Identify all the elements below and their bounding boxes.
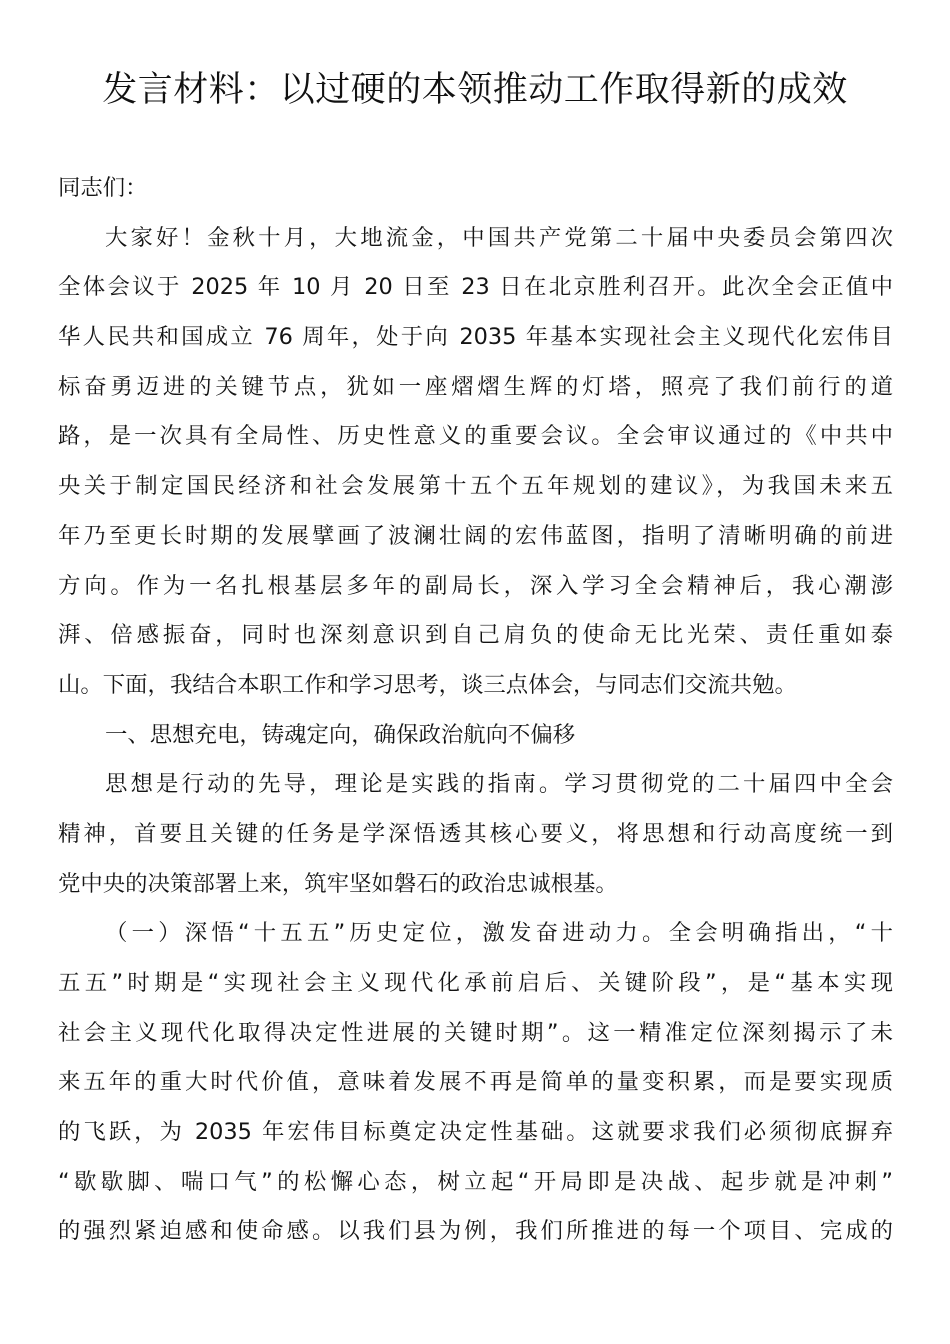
section-heading: 一、思想充电，铸魂定向，确保政治航向不偏移 (105, 721, 576, 748)
paragraph-line: 华人民共和国成立 76 周年，处于向 2035 年基本实现社会主义现代化宏伟目 (58, 324, 893, 351)
paragraph-line: 的强烈紧迫感和使命感。以我们县为例，我们所推进的每一个项目、完成的 (58, 1218, 893, 1245)
document-body (58, 164, 893, 1257)
paragraph-line: 五五”时期是“实现社会主义现代化承前启后、关键阶段”，是“基本实现 (58, 970, 893, 996)
paragraph-line: 精神，首要且关键的任务是学深悟透其核心要义，将思想和行动高度统一到 (58, 820, 893, 847)
paragraph-line: 年乃至更长时期的发展擘画了波澜壮阔的宏伟蓝图，指明了清晰明确的前进 (58, 522, 893, 549)
paragraph-line: “歇歇脚、喘口气”的松懈心态，树立起“开局即是决战、起步就是冲刺” (58, 1168, 893, 1195)
paragraph-line: 标奋勇迈进的关键节点，犹如一座熠熠生辉的灯塔，照亮了我们前行的道 (58, 373, 893, 400)
paragraph-line: 思想是行动的先导，理论是实践的指南。学习贯彻党的二十届四中全会 (105, 771, 893, 798)
paragraph-line: 央关于制定国民经济和社会发展第十五个五年规划的建议》，为我国未来五 (58, 473, 893, 500)
salutation: 同志们： (58, 175, 148, 201)
paragraph-line: 社会主义现代化取得决定性进展的关键时期”。这一精准定位深刻揭示了未 (58, 1019, 893, 1046)
paragraph-line: 的飞跃，为 2035 年宏伟目标奠定决定性基础。这就要求我们必须彻底摒弃 (58, 1119, 893, 1146)
subsection-line: （一）深悟“十五五”历史定位，激发奋进动力。全会明确指出，“十 (105, 920, 893, 947)
paragraph-line: 党中央的决策部署上来，筑牢坚如磐石的政治忠诚根基。 (58, 870, 618, 897)
paragraph-line: 湃、倍感振奋，同时也深刻意识到自己肩负的使命无比光荣、责任重如泰 (58, 622, 893, 649)
paragraph-line: 方向。作为一名扎根基层多年的副局长，深入学习全会精神后，我心潮澎 (58, 572, 893, 599)
document-title: 发言材料：以过硬的本领推动工作取得新的成效 (102, 70, 848, 110)
paragraph-line: 来五年的重大时代价值，意味着发展不再是简单的量变积累，而是要实现质 (58, 1069, 893, 1096)
paragraph-line: 全体会议于 2025 年 10 月 20 日至 23 日在北京胜利召开。此次全会正值中 (58, 274, 893, 301)
paragraph-line: 山。下面，我结合本职工作和学习思考，谈三点体会，与同志们交流共勉。 (58, 671, 797, 698)
paragraph-line: 大家好！金秋十月，大地流金，中国共产党第二十届中央委员会第四次 (105, 224, 893, 251)
paragraph-line: 路，是一次具有全局性、历史性意义的重要会议。全会审议通过的《中共中 (58, 423, 893, 450)
